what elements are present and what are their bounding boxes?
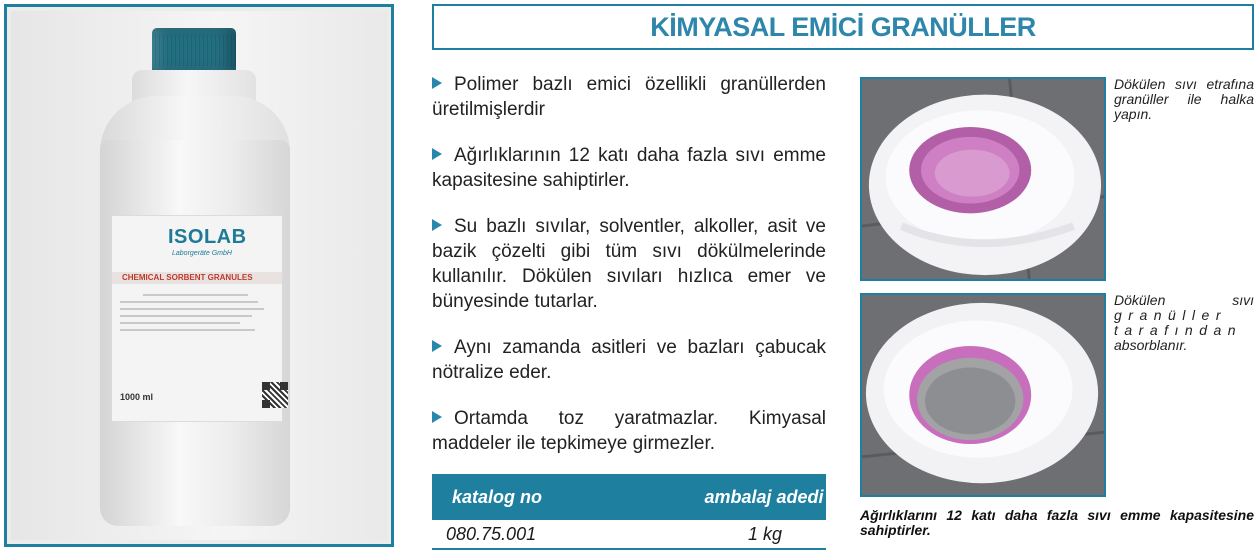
table-row bbox=[432, 520, 826, 550]
brand-logo: ISOLAB bbox=[168, 226, 247, 248]
header-catalog-no: katalog no bbox=[451, 486, 542, 507]
feature-item: Su bazlı sıvılar, solventler, alkoller, asit ve bazik çözelti gibi tüm sıvı dökülmelerinde kullanılır. Dökülen sıvıları hızlıca emer ve bünyesinde tutarlar. bbox=[432, 216, 826, 312]
cell-package-qty: 1 kg bbox=[747, 523, 782, 544]
feature-list bbox=[432, 72, 826, 477]
cell-catalog-no: 080.75.001 bbox=[446, 523, 537, 544]
feature-item: Ağırlıklarının 12 katı daha fazla sıvı emme kapasitesine sahiptirler. bbox=[432, 145, 826, 191]
title-box bbox=[432, 4, 1254, 50]
bottle-cap bbox=[152, 28, 236, 72]
arrow-bullet-icon bbox=[432, 340, 442, 352]
qr-code-icon bbox=[262, 382, 288, 408]
label-volume: 1000 ml bbox=[120, 392, 154, 402]
feature-item: Ortamda toz yaratmazlar. Kimyasal maddeler ile tepkimeye girmezler. bbox=[432, 408, 826, 454]
arrow-bullet-icon bbox=[432, 148, 442, 160]
spill-photo-ring bbox=[860, 77, 1106, 281]
arrow-bullet-icon bbox=[432, 411, 442, 423]
brand-logo-subtitle: Laborgeräte GmbH bbox=[172, 250, 232, 257]
arrow-bullet-icon bbox=[432, 77, 442, 89]
photo-caption-ring: Dökülen sıvı etrafına granüller ile halka yapın. bbox=[1114, 76, 1254, 122]
feature-item: Aynı zamanda asitleri ve bazları çabucak nötralize eder. bbox=[432, 337, 826, 383]
feature-item: Polimer bazlı emici özellikli granüllerden üretilmişlerdir bbox=[432, 74, 826, 120]
arrow-bullet-icon bbox=[432, 219, 442, 231]
header-package-qty: ambalaj adedi bbox=[704, 486, 824, 507]
label-fine-print bbox=[120, 294, 270, 336]
label-product-name: CHEMICAL SORBENT GRANULES bbox=[122, 273, 253, 282]
page-title: KİMYASAL EMİCİ GRANÜLLER bbox=[650, 11, 1036, 42]
catalog-table bbox=[432, 474, 826, 550]
table-header bbox=[432, 474, 826, 520]
spill-photo-absorbed bbox=[860, 293, 1106, 497]
photo-caption-absorbed: Dökülen sıvı granüller tarafından absorblanır. bbox=[1114, 292, 1254, 353]
bottom-caption: Ağırlıklarını 12 katı daha fazla sıvı emme kapasitesine sahiptirler. bbox=[860, 507, 1254, 538]
